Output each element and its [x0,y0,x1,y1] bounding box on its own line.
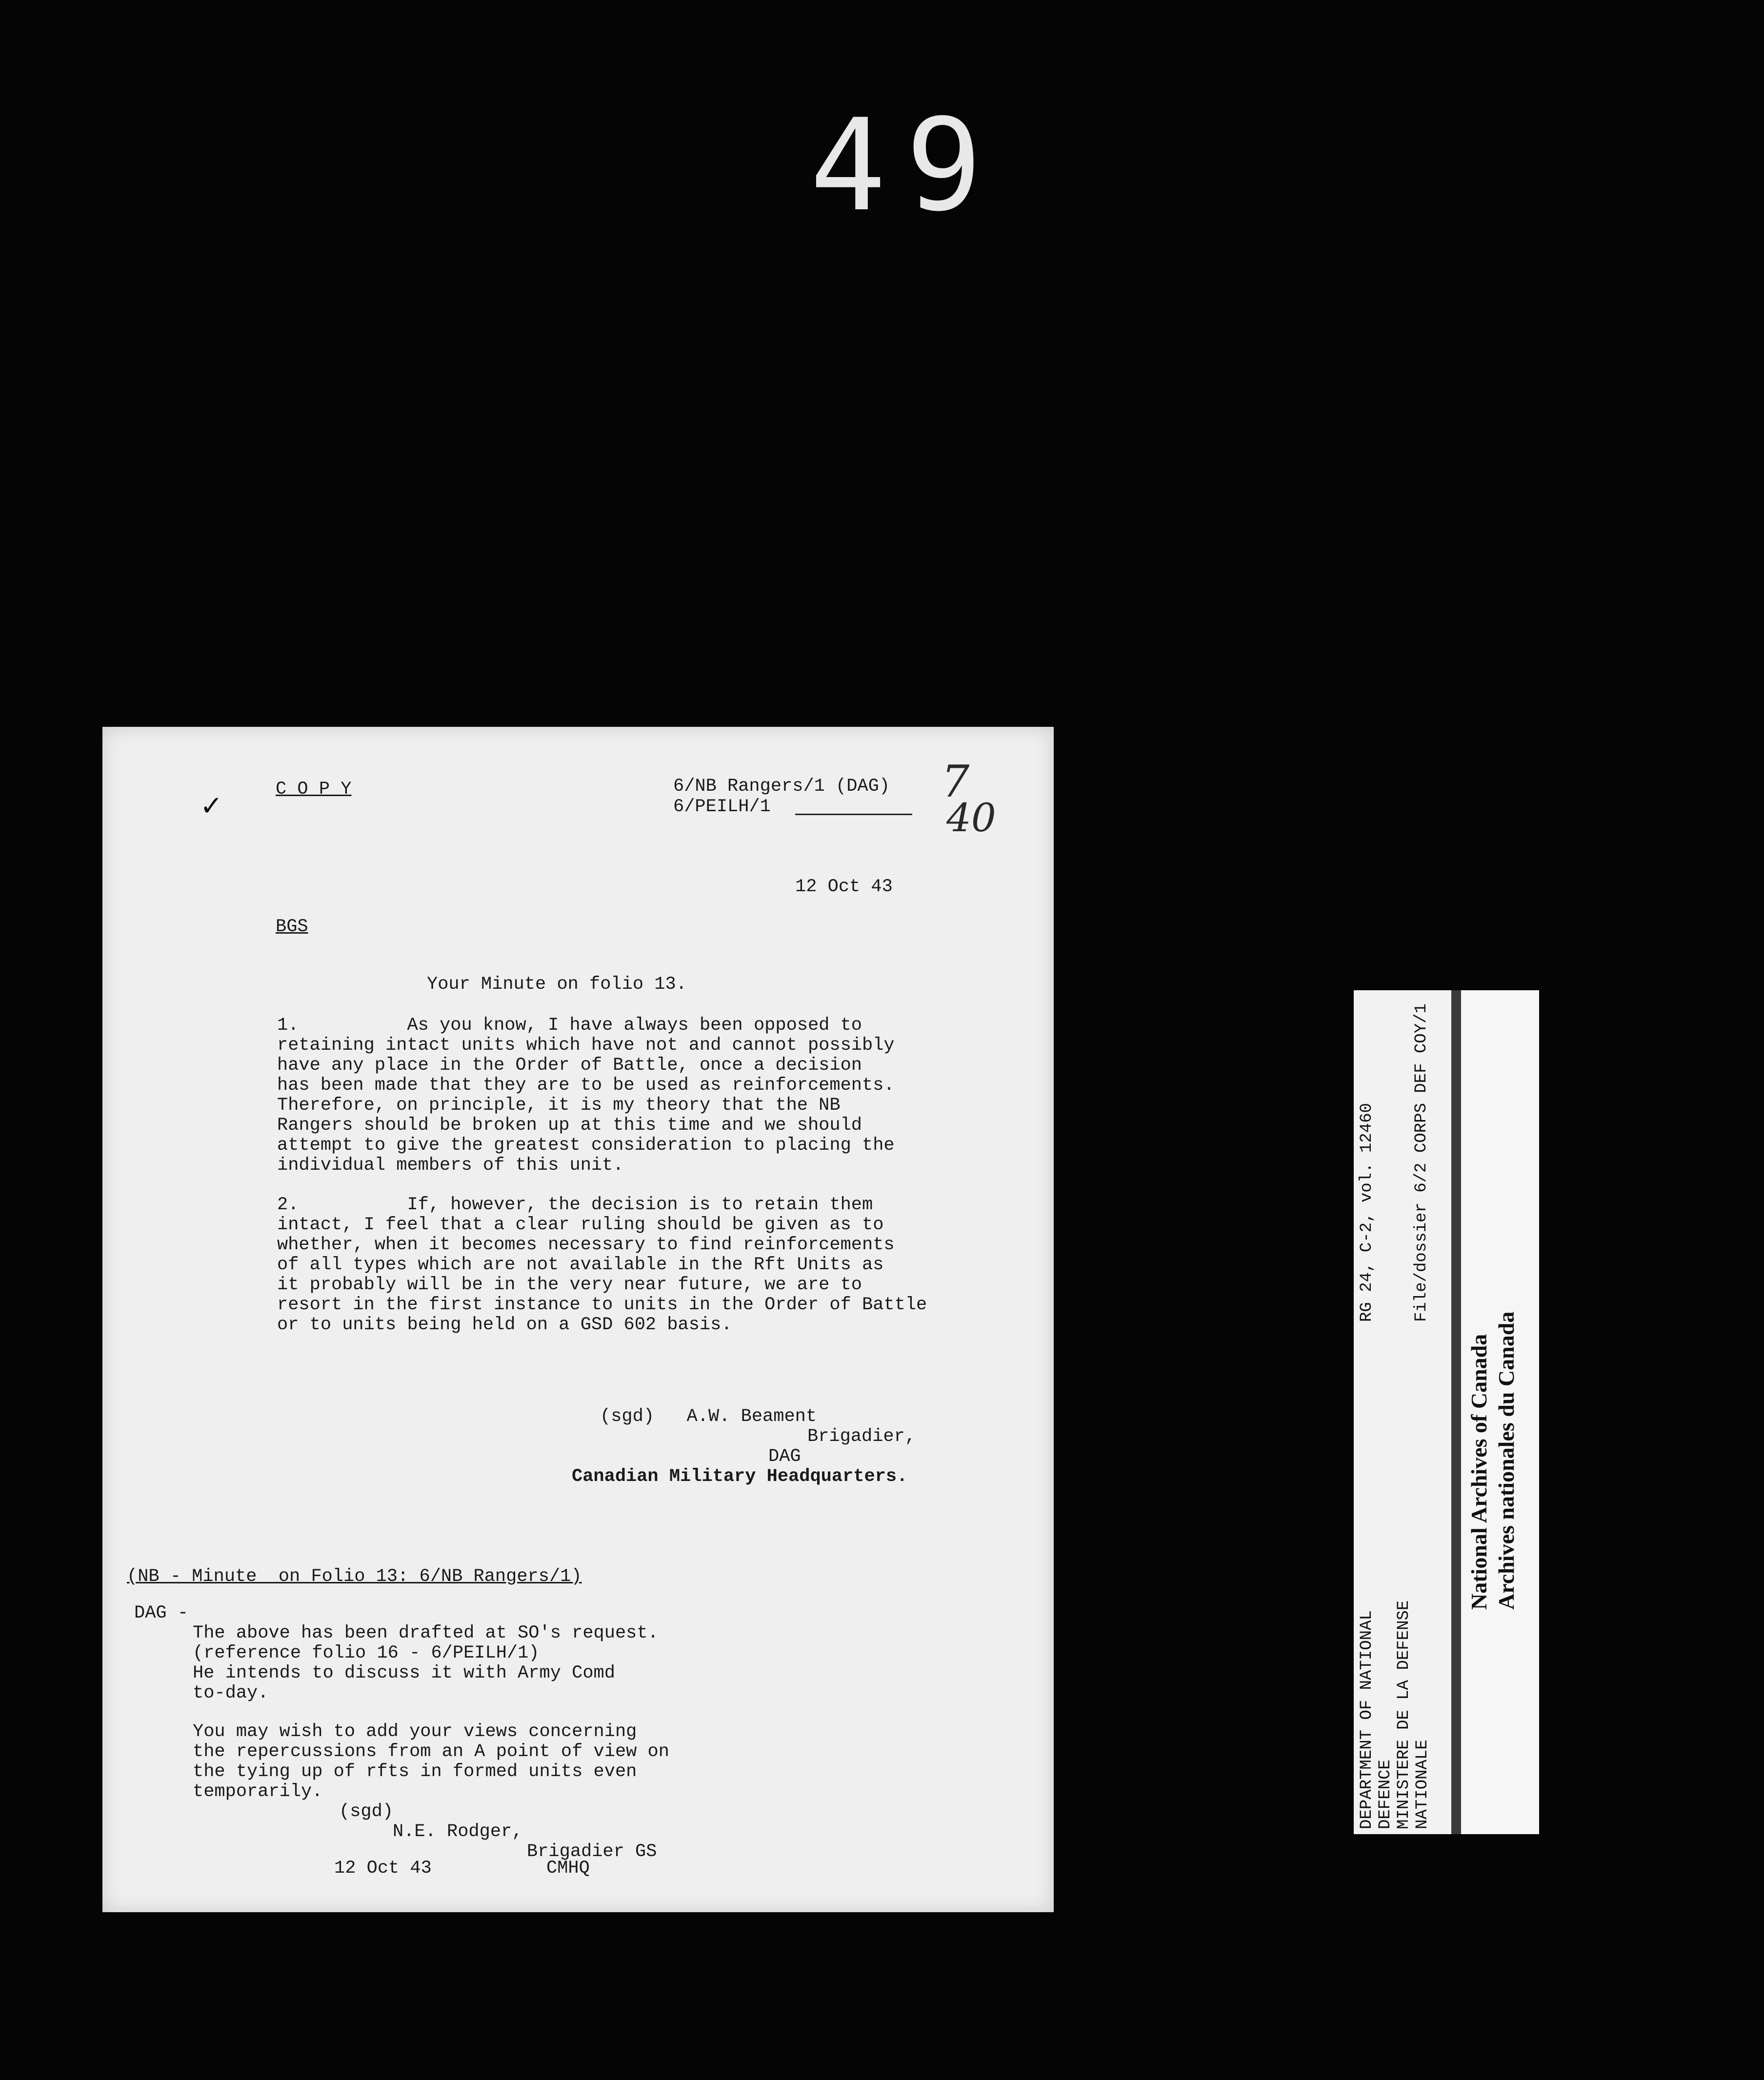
text-line: You may wish to add your views concerning [193,1721,637,1742]
signature-rank: Brigadier, [807,1426,916,1447]
minute-heading: (NB - Minute on Folio 13: 6/NB Rangers/1) [127,1566,582,1587]
dept-fr-line-2: NATIONALE [1413,1740,1432,1829]
text-line: 1. As you know, I have always been opposed to [277,1015,862,1036]
text-line: The above has been drafted at SO's request. [193,1623,659,1643]
signature-role: DAG [768,1446,801,1467]
signature-organization: Canadian Military Headquarters. [572,1466,908,1487]
minute-sgd: (sgd) [339,1801,394,1822]
archives-name-en: National Archives of Canada [1466,1334,1491,1610]
minute-rank: Brigadier GS [527,1841,657,1862]
handwritten-arrow [795,814,912,815]
archives-name-fr: Archives nationales du Canada [1494,1311,1519,1610]
check-mark-icon: ✓ [200,790,223,822]
text-line: resort in the first instance to units in the Order of Battle [277,1295,927,1315]
text-line: Rangers should be broken up at this time and we should [277,1115,862,1136]
archive-label-institution [1451,990,1539,1834]
letter-date: 12 Oct 43 [795,877,893,897]
text-line: 2. If, however, the decision is to retain them [277,1195,873,1215]
handwritten-folio-number: 40 [946,795,996,840]
microfilm-frame-number: 49 [810,92,1002,240]
subject-line: Your Minute on folio 13. [427,974,687,995]
archive-label-department [1354,990,1451,1834]
minute-signatory: N.E. Rodger, [393,1821,523,1842]
dept-fr-line-1: MINISTERE DE LA DEFENSE [1395,1600,1413,1829]
record-group: RG 24, C-2, vol. 12460 [1358,1103,1376,1322]
text-line: Therefore, on principle, it is my theory that the NB [277,1095,841,1116]
file-reference-1: 6/NB Rangers/1 (DAG) [673,776,890,797]
text-line: intact, I feel that a clear ruling should be given as to [277,1215,884,1235]
text-line: to-day. [193,1683,269,1703]
minute-organization: CMHQ [546,1858,590,1879]
document-page [102,727,1054,1912]
text-line: or to units being held on a GSD 602 basis. [277,1315,732,1335]
copy-label: C O P Y [276,779,352,800]
text-line: of all types which are not available in the Rft Units as [277,1255,884,1275]
text-line: temporarily. [193,1781,323,1802]
dept-en-line-2: DEFENCE [1376,1760,1395,1829]
text-line: He intends to discuss it with Army Comd [193,1663,615,1683]
text-line: it probably will be in the very near future, we are to [277,1275,862,1295]
handwritten-folio-upper: 7 [942,756,970,807]
addressee: BGS [276,917,308,937]
text-line: attempt to give the greatest consideration to placing the [277,1135,895,1156]
signature-line: (sgd) A.W. Beament [600,1406,817,1427]
text-line: individual members of this unit. [277,1155,624,1176]
text-line: have any place in the Order of Battle, once a decision [277,1055,862,1076]
text-line: retaining intact units which have not and cannot possibly [277,1035,895,1056]
archive-file-reference: File/dossier 6/2 CORPS DEF COY/1 [1412,1003,1431,1322]
text-line: has been made that they are to be used as reinforcements. [277,1075,895,1096]
minute-addressee: DAG - [134,1603,189,1623]
text-line: the repercussions from an A point of view on [193,1741,669,1762]
dept-en-line-1: DEPARTMENT OF NATIONAL [1358,1610,1376,1829]
file-reference-2: 6/PEILH/1 [673,797,771,817]
text-line: (reference folio 16 - 6/PEILH/1) [193,1643,540,1663]
text-line: whether, when it becomes necessary to find reinforcements [277,1235,895,1255]
minute-date: 12 Oct 43 [334,1858,432,1879]
text-line: the tying up of rfts in formed units even [193,1761,637,1782]
